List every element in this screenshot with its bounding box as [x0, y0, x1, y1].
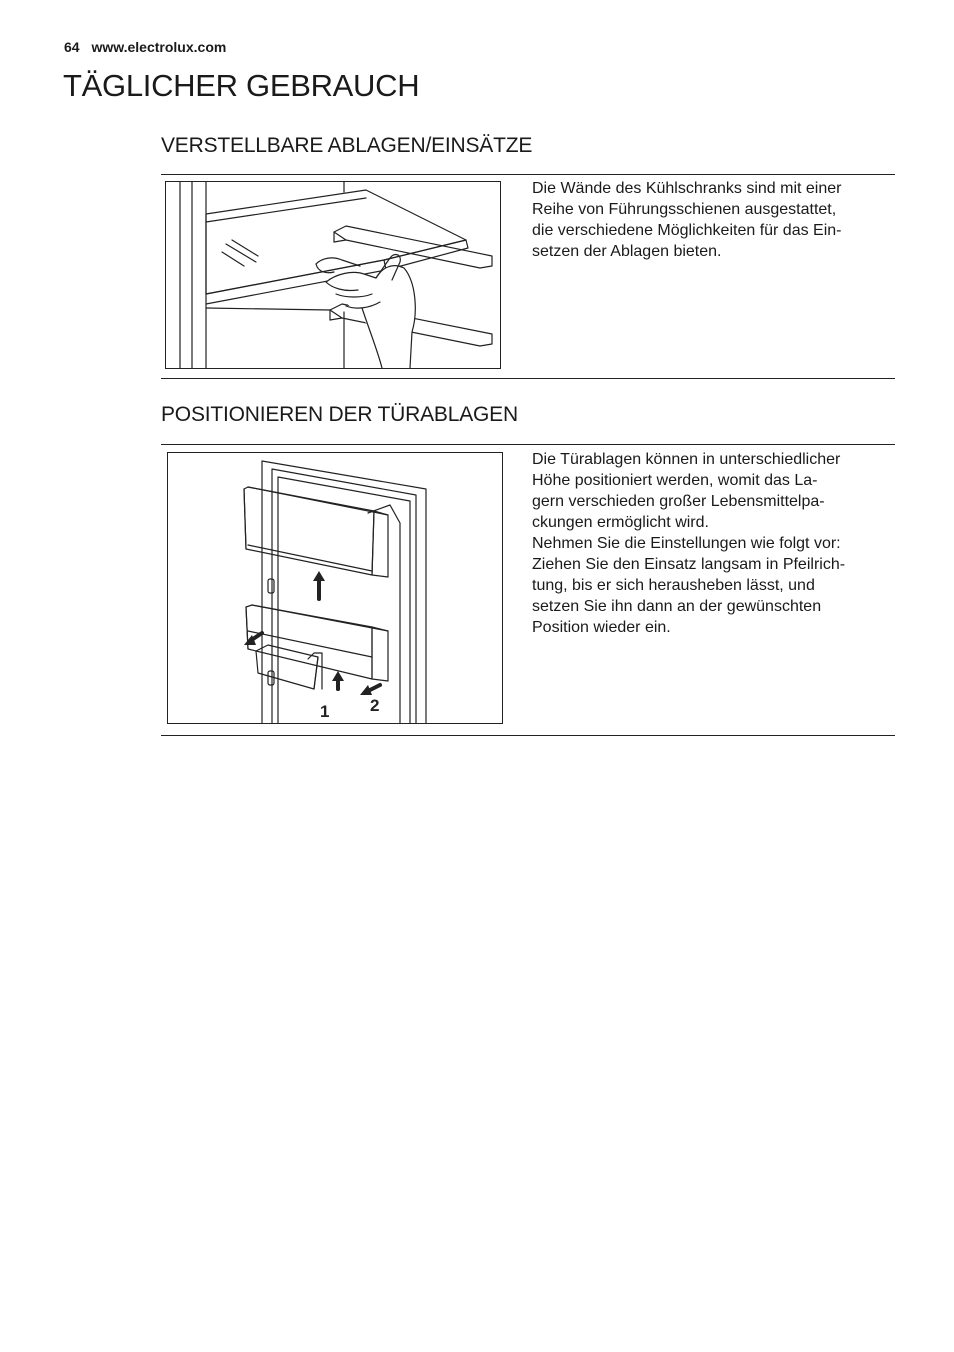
section-divider: [161, 735, 895, 736]
shelves-description: [532, 178, 894, 262]
section-divider: [161, 378, 895, 379]
text-line: Die Türablagen können in unterschiedlicher: [532, 451, 841, 468]
website-url: www.electrolux.com: [91, 39, 227, 55]
text-line: setzen der Ablagen bieten.: [532, 243, 722, 260]
text-line: Die Wände des Kühlschranks sind mit einer: [532, 180, 842, 197]
text-line: Position wieder ein.: [532, 619, 671, 636]
page-number: 64: [64, 39, 80, 55]
section-title-shelves: VERSTELLBARE ABLAGEN/EINSÄTZE: [161, 134, 533, 157]
section-divider: [161, 174, 895, 175]
text-line: Ziehen Sie den Einsatz langsam in Pfeilrich-: [532, 556, 846, 573]
text-line: die verschiedene Möglichkeiten für das Ein-: [532, 222, 842, 239]
text-line: Höhe positioniert werden, womit das La-: [532, 472, 818, 489]
shelf-illustration: [165, 181, 501, 369]
door-shelves-description: [532, 449, 894, 638]
text-line: tung, bis er sich herausheben lässt, und: [532, 577, 815, 594]
text-line: Nehmen Sie die Einstellungen wie folgt vor:: [532, 535, 841, 552]
page-title: TÄGLICHER GEBRAUCH: [63, 68, 420, 103]
door-shelf-illustration: [167, 452, 503, 724]
text-line: Reihe von Führungsschienen ausgestattet,: [532, 201, 837, 218]
page-header: [64, 39, 226, 55]
text-line: gern verschieden großer Lebensmittelpa-: [532, 493, 825, 510]
section-divider: [161, 444, 895, 445]
text-line: ckungen ermöglicht wird.: [532, 514, 709, 531]
section-title-door-shelves: POSITIONIEREN DER TÜRABLAGEN: [161, 403, 518, 426]
text-line: setzen Sie ihn dann an der gewünschten: [532, 598, 822, 615]
figure-label-1: 1: [320, 702, 330, 721]
figure-label-2: 2: [370, 696, 380, 715]
